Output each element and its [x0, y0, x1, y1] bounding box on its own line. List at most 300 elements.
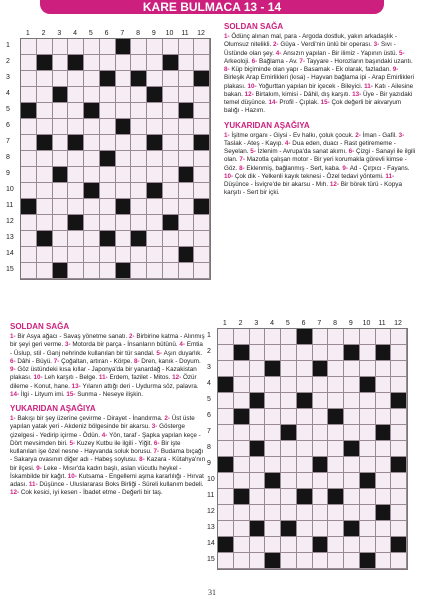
grid-cell[interactable] [281, 393, 297, 409]
grid-cell[interactable] [376, 377, 392, 393]
grid-cell[interactable] [131, 151, 147, 167]
grid-cell[interactable] [250, 425, 266, 441]
grid-cell[interactable] [328, 441, 344, 457]
grid-cell[interactable] [131, 199, 147, 215]
grid-cell[interactable] [218, 393, 234, 409]
grid-cell[interactable] [234, 425, 250, 441]
grid-cell[interactable] [84, 71, 100, 87]
grid-cell[interactable] [391, 345, 407, 361]
grid-cell[interactable] [391, 441, 407, 457]
grid-cell[interactable] [376, 489, 392, 505]
grid-cell[interactable] [265, 425, 281, 441]
grid-cell[interactable] [250, 329, 266, 345]
grid-cell[interactable] [21, 119, 37, 135]
grid-cell[interactable] [68, 231, 84, 247]
grid-cell[interactable] [234, 377, 250, 393]
grid-cell[interactable] [297, 473, 313, 489]
grid-cell[interactable] [131, 215, 147, 231]
grid-cell[interactable] [147, 247, 163, 263]
grid-cell[interactable] [163, 199, 179, 215]
grid-cell[interactable] [53, 215, 69, 231]
grid-cell[interactable] [218, 345, 234, 361]
grid-cell[interactable] [250, 505, 266, 521]
grid-cell[interactable] [179, 231, 195, 247]
grid-cell[interactable] [194, 55, 210, 71]
grid-cell[interactable] [179, 39, 195, 55]
grid-cell[interactable] [360, 489, 376, 505]
grid-cell[interactable] [344, 537, 360, 553]
grid-cell[interactable] [218, 329, 234, 345]
grid-cell[interactable] [218, 489, 234, 505]
grid-cell[interactable] [344, 489, 360, 505]
grid-cell[interactable] [53, 119, 69, 135]
grid-cell[interactable] [297, 537, 313, 553]
grid-cell[interactable] [265, 393, 281, 409]
grid-cell[interactable] [53, 39, 69, 55]
grid-cell[interactable] [163, 263, 179, 279]
grid-cell[interactable] [116, 183, 132, 199]
grid-cell[interactable] [376, 473, 392, 489]
black-cell [131, 231, 147, 247]
grid-cell[interactable] [297, 425, 313, 441]
grid-cell[interactable] [84, 151, 100, 167]
grid-cell[interactable] [68, 71, 84, 87]
grid-cell[interactable] [250, 377, 266, 393]
grid-cell[interactable] [84, 263, 100, 279]
grid-cell[interactable] [297, 361, 313, 377]
clue-text: Cok kesici, iyi kesen - İbadet etme - Değerli bir taş. [20, 489, 163, 497]
grid-cell[interactable] [281, 537, 297, 553]
grid-cell[interactable] [163, 135, 179, 151]
grid-cell[interactable] [37, 119, 53, 135]
grid-cell[interactable] [234, 473, 250, 489]
grid-cell[interactable] [250, 409, 266, 425]
grid-cell[interactable] [391, 377, 407, 393]
grid-cell[interactable] [265, 329, 281, 345]
grid-cell[interactable] [234, 457, 250, 473]
grid-cell[interactable] [131, 55, 147, 71]
grid-cell[interactable] [281, 505, 297, 521]
grid-cell[interactable] [179, 119, 195, 135]
grid-cell[interactable] [265, 537, 281, 553]
grid-cell[interactable] [313, 505, 329, 521]
grid-cell[interactable] [116, 103, 132, 119]
grid-cell[interactable] [131, 183, 147, 199]
grid-cell[interactable] [131, 135, 147, 151]
grid-cell[interactable] [391, 329, 407, 345]
grid-cell[interactable] [179, 71, 195, 87]
grid-cell[interactable] [116, 71, 132, 87]
grid-cell[interactable] [313, 393, 329, 409]
grid-cell[interactable] [194, 39, 210, 55]
grid-cell[interactable] [116, 151, 132, 167]
grid-cell[interactable] [234, 361, 250, 377]
grid-cell[interactable] [376, 329, 392, 345]
grid-cell[interactable] [100, 119, 116, 135]
grid-cell[interactable] [194, 215, 210, 231]
grid-cell[interactable] [328, 553, 344, 569]
grid-cell[interactable] [194, 151, 210, 167]
grid-cell[interactable] [68, 199, 84, 215]
grid-cell[interactable] [297, 409, 313, 425]
grid-cell[interactable] [116, 135, 132, 151]
grid-cell[interactable] [391, 425, 407, 441]
grid-cell[interactable] [281, 553, 297, 569]
grid-cell[interactable] [21, 215, 37, 231]
grid-cell[interactable] [21, 247, 37, 263]
grid-cell[interactable] [163, 151, 179, 167]
grid-cell[interactable] [116, 55, 132, 71]
grid-cell[interactable] [297, 457, 313, 473]
grid-cell[interactable] [68, 183, 84, 199]
grid-cell[interactable] [360, 537, 376, 553]
grid-cell[interactable] [131, 119, 147, 135]
grid-cell[interactable] [328, 361, 344, 377]
grid-cell[interactable] [179, 55, 195, 71]
grid-cell[interactable] [163, 231, 179, 247]
grid-cell[interactable] [391, 473, 407, 489]
grid-cell[interactable] [344, 377, 360, 393]
grid-cell[interactable] [234, 329, 250, 345]
grid-cell[interactable] [328, 521, 344, 537]
grid-cell[interactable] [37, 215, 53, 231]
grid-cell[interactable] [21, 183, 37, 199]
grid-cell[interactable] [313, 521, 329, 537]
grid-cell[interactable] [376, 553, 392, 569]
grid-cell[interactable] [391, 505, 407, 521]
grid-cell[interactable] [68, 247, 84, 263]
grid-cell[interactable] [360, 409, 376, 425]
grid-cell[interactable] [147, 215, 163, 231]
grid-cell[interactable] [179, 87, 195, 103]
grid-cell[interactable] [131, 263, 147, 279]
grid-cell[interactable] [163, 183, 179, 199]
grid-cell[interactable] [250, 361, 266, 377]
grid-cell[interactable] [100, 263, 116, 279]
grid-cell[interactable] [281, 377, 297, 393]
grid-cell[interactable] [100, 247, 116, 263]
grid-cell[interactable] [179, 215, 195, 231]
grid-cell[interactable] [100, 183, 116, 199]
grid-cell[interactable] [234, 553, 250, 569]
grid-cell[interactable] [100, 199, 116, 215]
grid-cell[interactable] [328, 377, 344, 393]
grid-cell[interactable] [265, 409, 281, 425]
grid-cell[interactable] [147, 199, 163, 215]
grid-cell[interactable] [147, 167, 163, 183]
grid-cell[interactable] [131, 103, 147, 119]
grid-cell[interactable] [53, 199, 69, 215]
grid-cell[interactable] [313, 329, 329, 345]
grid-cell[interactable] [84, 215, 100, 231]
grid-cell[interactable] [147, 231, 163, 247]
grid-cell[interactable] [360, 457, 376, 473]
grid-cell[interactable] [131, 87, 147, 103]
grid-cell[interactable] [21, 151, 37, 167]
grid-cell[interactable] [281, 409, 297, 425]
grid-cell[interactable] [179, 263, 195, 279]
grid-cell[interactable] [147, 39, 163, 55]
grid-cell[interactable] [250, 473, 266, 489]
grid-cell[interactable] [179, 199, 195, 215]
grid-cell[interactable] [376, 457, 392, 473]
grid-cell[interactable] [234, 393, 250, 409]
grid-cell[interactable] [116, 247, 132, 263]
grid-cell[interactable] [344, 425, 360, 441]
grid-cell[interactable] [37, 263, 53, 279]
grid-cell[interactable] [21, 263, 37, 279]
grid-cell[interactable] [84, 231, 100, 247]
grid-cell[interactable] [147, 71, 163, 87]
grid-cell[interactable] [163, 39, 179, 55]
grid-cell[interactable] [265, 377, 281, 393]
grid-cell[interactable] [265, 441, 281, 457]
grid-cell[interactable] [218, 409, 234, 425]
grid-cell[interactable] [21, 39, 37, 55]
grid-cell[interactable] [376, 441, 392, 457]
grid-cell[interactable] [376, 393, 392, 409]
grid-cell[interactable] [100, 167, 116, 183]
grid-cell[interactable] [100, 55, 116, 71]
grid-cell[interactable] [360, 441, 376, 457]
grid-cell[interactable] [116, 167, 132, 183]
grid-cell[interactable] [391, 553, 407, 569]
grid-cell[interactable] [360, 505, 376, 521]
clue-number: 15- [66, 390, 78, 398]
grid-cell[interactable] [250, 553, 266, 569]
grid-cell[interactable] [116, 215, 132, 231]
grid-cell[interactable] [265, 489, 281, 505]
grid-cell[interactable] [328, 457, 344, 473]
grid-cell[interactable] [313, 473, 329, 489]
grid-cell[interactable] [37, 103, 53, 119]
grid-cell[interactable] [84, 199, 100, 215]
grid-cell[interactable] [234, 505, 250, 521]
grid-cell[interactable] [297, 377, 313, 393]
grid-cell[interactable] [116, 231, 132, 247]
grid-cell[interactable] [147, 151, 163, 167]
grid-cell[interactable] [250, 489, 266, 505]
grid-cell[interactable] [147, 263, 163, 279]
grid-cell[interactable] [131, 39, 147, 55]
grid-cell[interactable] [84, 39, 100, 55]
grid-cell[interactable] [234, 521, 250, 537]
grid-cell[interactable] [100, 39, 116, 55]
grid-cell[interactable] [53, 247, 69, 263]
grid-cell[interactable] [313, 441, 329, 457]
grid-cell[interactable] [218, 553, 234, 569]
grid-cell[interactable] [84, 119, 100, 135]
grid-cell[interactable] [250, 457, 266, 473]
grid-cell[interactable] [84, 247, 100, 263]
grid-cell[interactable] [391, 489, 407, 505]
grid-cell[interactable] [194, 167, 210, 183]
grid-cell[interactable] [68, 103, 84, 119]
grid-cell[interactable] [281, 473, 297, 489]
grid-cell[interactable] [391, 361, 407, 377]
grid-cell[interactable] [376, 409, 392, 425]
grid-cell[interactable] [328, 473, 344, 489]
grid-cell[interactable] [68, 151, 84, 167]
grid-cell[interactable] [147, 119, 163, 135]
grid-cell[interactable] [53, 55, 69, 71]
grid-cell[interactable] [100, 87, 116, 103]
grid-cell[interactable] [37, 247, 53, 263]
grid-cell[interactable] [344, 553, 360, 569]
grid-cell[interactable] [194, 183, 210, 199]
grid-cell[interactable] [37, 71, 53, 87]
grid-cell[interactable] [37, 199, 53, 215]
grid-cell[interactable] [37, 87, 53, 103]
grid-cell[interactable] [218, 521, 234, 537]
grid-cell[interactable] [313, 409, 329, 425]
grid-cell[interactable] [328, 329, 344, 345]
grid-cell[interactable] [313, 425, 329, 441]
grid-cell[interactable] [360, 361, 376, 377]
clue-text: Leke - Mısır'da kadın başlı, aslan vücutlu heykel - İskambilde bir kağıt. [10, 464, 182, 480]
grid-cell[interactable] [360, 393, 376, 409]
grid-cell[interactable] [297, 505, 313, 521]
grid-cell[interactable] [281, 361, 297, 377]
grid-cell[interactable] [344, 409, 360, 425]
grid-cell[interactable] [179, 135, 195, 151]
grid-cell[interactable] [163, 247, 179, 263]
grid-cell[interactable] [179, 183, 195, 199]
grid-cell[interactable] [391, 409, 407, 425]
grid-cell[interactable] [194, 231, 210, 247]
grid-cell[interactable] [131, 167, 147, 183]
grid-cell[interactable] [344, 505, 360, 521]
grid-cell[interactable] [53, 231, 69, 247]
grid-cell[interactable] [163, 119, 179, 135]
grid-cell[interactable] [234, 441, 250, 457]
grid-cell[interactable] [163, 167, 179, 183]
grid-cell[interactable] [344, 473, 360, 489]
grid-cell[interactable] [281, 329, 297, 345]
grid-cell[interactable] [265, 521, 281, 537]
grid-cell[interactable] [360, 345, 376, 361]
grid-cell[interactable] [194, 103, 210, 119]
grid-cell[interactable] [84, 135, 100, 151]
grid-cell[interactable] [234, 537, 250, 553]
grid-cell[interactable] [376, 537, 392, 553]
grid-cell[interactable] [68, 39, 84, 55]
grid-cell[interactable] [281, 489, 297, 505]
grid-cell[interactable] [21, 167, 37, 183]
clue-text: Düşünce - Uluslararası Boks Birliği - Süreli kullanım bedeli. [39, 481, 204, 488]
grid-cell[interactable] [100, 135, 116, 151]
grid-cell[interactable] [37, 183, 53, 199]
grid-cell[interactable] [53, 183, 69, 199]
grid-cell[interactable] [250, 345, 266, 361]
grid-cell[interactable] [297, 521, 313, 537]
grid-cell[interactable] [313, 553, 329, 569]
grid-cell[interactable] [194, 247, 210, 263]
grid-cell[interactable] [68, 167, 84, 183]
grid-cell[interactable] [265, 457, 281, 473]
black-cell [194, 135, 210, 151]
grid-cell[interactable] [163, 87, 179, 103]
grid-cell[interactable] [53, 103, 69, 119]
grid-cell[interactable] [68, 119, 84, 135]
grid-cell[interactable] [265, 345, 281, 361]
grid-cell[interactable] [328, 393, 344, 409]
grid-cell[interactable] [281, 345, 297, 361]
grid-cell[interactable] [376, 521, 392, 537]
grid-cell[interactable] [21, 87, 37, 103]
grid-cell[interactable] [328, 425, 344, 441]
grid-cell[interactable] [313, 377, 329, 393]
grid-cell[interactable] [218, 473, 234, 489]
grid-cell[interactable] [21, 71, 37, 87]
grid-cell[interactable] [344, 457, 360, 473]
grid-cell[interactable] [265, 505, 281, 521]
grid-cell[interactable] [328, 537, 344, 553]
grid-cell[interactable] [53, 71, 69, 87]
grid-cell[interactable] [68, 263, 84, 279]
black-cell [116, 199, 132, 215]
grid-cell[interactable] [163, 103, 179, 119]
grid-cell[interactable] [218, 361, 234, 377]
grid-cell[interactable] [84, 167, 100, 183]
grid-cell[interactable] [21, 135, 37, 151]
grid-cell[interactable] [218, 425, 234, 441]
grid-cell[interactable] [21, 55, 37, 71]
grid-cell[interactable] [218, 441, 234, 457]
grid-cell[interactable] [297, 441, 313, 457]
grid-cell[interactable] [100, 103, 116, 119]
grid-cell[interactable] [131, 247, 147, 263]
grid-cell[interactable] [281, 457, 297, 473]
grid-cell[interactable] [250, 537, 266, 553]
grid-cell[interactable] [37, 151, 53, 167]
grid-cell[interactable] [194, 87, 210, 103]
grid-cell[interactable] [391, 521, 407, 537]
grid-cell[interactable] [37, 167, 53, 183]
grid-cell[interactable] [21, 231, 37, 247]
grid-cell[interactable] [37, 39, 53, 55]
grid-cell[interactable] [297, 553, 313, 569]
grid-cell[interactable] [194, 119, 210, 135]
grid-cell[interactable] [84, 87, 100, 103]
grid-cell[interactable] [163, 71, 179, 87]
grid-cell[interactable] [344, 329, 360, 345]
grid-cell[interactable] [218, 505, 234, 521]
grid-cell[interactable] [328, 505, 344, 521]
grid-cell[interactable] [100, 215, 116, 231]
grid-cell[interactable] [328, 345, 344, 361]
grid-cell[interactable] [376, 361, 392, 377]
grid-cell[interactable] [84, 55, 100, 71]
grid-cell[interactable] [360, 329, 376, 345]
grid-cell[interactable] [360, 521, 376, 537]
grid-cell[interactable] [194, 263, 210, 279]
grid-cell[interactable] [179, 151, 195, 167]
grid-cell[interactable] [281, 441, 297, 457]
grid-cell[interactable] [53, 151, 69, 167]
grid-cell[interactable] [147, 103, 163, 119]
grid-cell[interactable] [116, 87, 132, 103]
grid-cell[interactable] [344, 361, 360, 377]
grid-cell[interactable] [360, 425, 376, 441]
grid-cell[interactable] [53, 135, 69, 151]
grid-cell[interactable] [297, 345, 313, 361]
grid-cell[interactable] [313, 345, 329, 361]
grid-cell[interactable] [313, 489, 329, 505]
grid-cell[interactable] [147, 55, 163, 71]
grid-cell[interactable] [68, 87, 84, 103]
grid-cell[interactable] [344, 393, 360, 409]
